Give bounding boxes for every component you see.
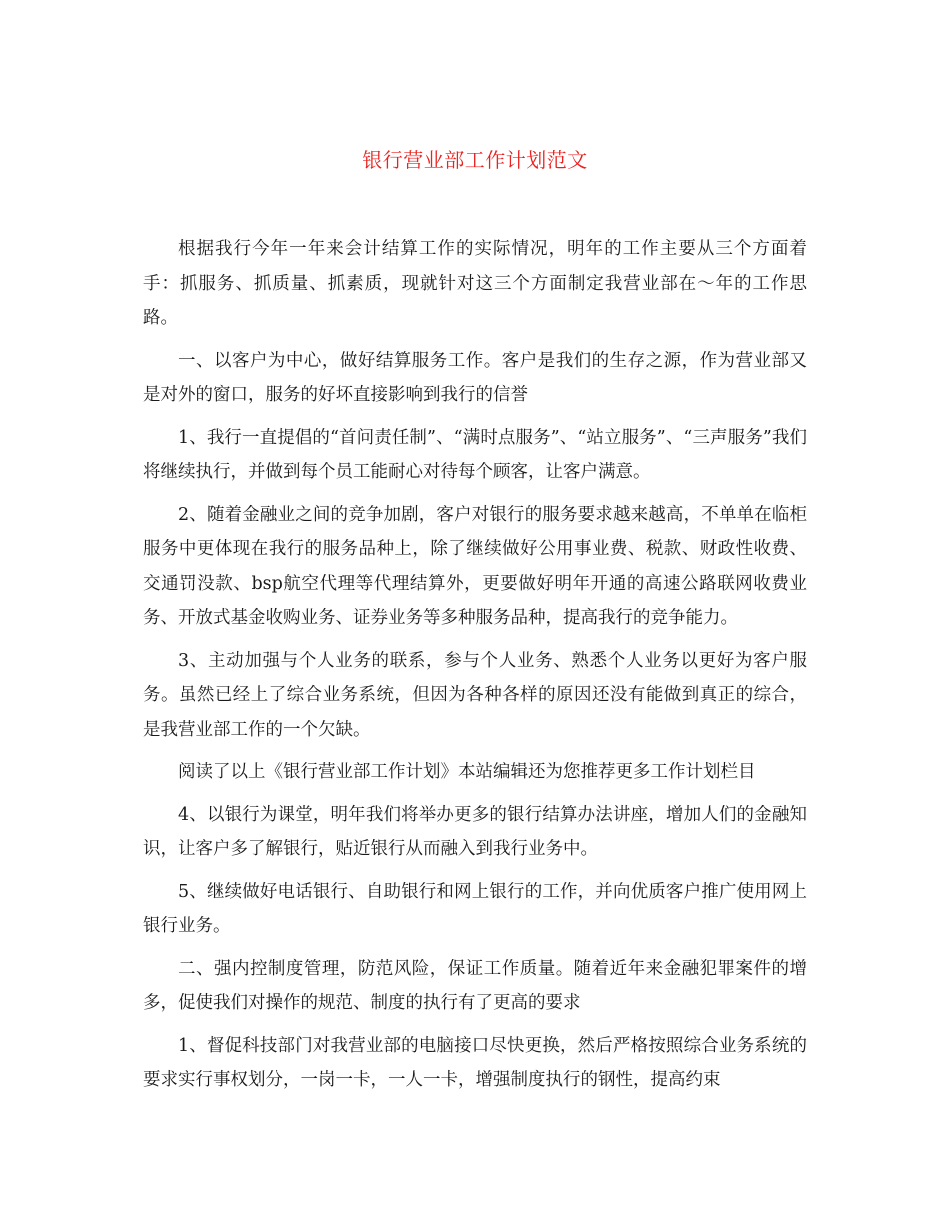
document-body <box>143 232 807 1106</box>
paragraph-item-1-5: 5、继续做好电话银行、自助银行和网上银行的工作，并向优质客户推广使用网上银行业务。 <box>143 881 807 936</box>
paragraph-section-2: 二、强内控制度管理，防范风险，保证工作质量。随着近年来金融犯罪案件的增多，促使我们对操作的规范、制度的执行有了更高的要求 <box>143 958 807 1013</box>
paragraph-recommendation: 阅读了以上《银行营业部工作计划》本站编辑还为您推荐更多工作计划栏目 <box>178 762 756 782</box>
paragraph-item-1-1: 1、我行一直提倡的“首问责任制”、“满时点服务”、“站立服务”、“三声服务”我们将继续执行，并做到每个员工能耐心对待每个顾客，让客户满意。 <box>143 427 807 482</box>
document-title: 银行营业部工作计划范文 <box>362 148 588 172</box>
paragraph-section-1: 一、以客户为中心，做好结算服务工作。客户是我们的生存之源，作为营业部又是对外的窗口，服务的好坏直接影响到我行的信誉 <box>143 350 807 405</box>
paragraph-item-2-1: 1、督促科技部门对我营业部的电脑接口尽快更换，然后严格按照综合业务系统的要求实行事权划分，一岗一卡，一人一卡，增强制度执行的钢性，提高约束 <box>143 1035 807 1090</box>
paragraph-item-1-3: 3、主动加强与个人业务的联系，参与个人业务、熟悉个人业务以更好为客户服务。虽然已经上了综合业务系统，但因为各种各样的原因还没有能做到真正的综合，是我营业部工作的一个欠缺。 <box>143 650 807 740</box>
paragraph-item-1-4: 4、以银行为课堂，明年我们将举办更多的银行结算办法讲座，增加人们的金融知识，让客户多了解银行，贴近银行从而融入到我行业务中。 <box>143 804 807 859</box>
paragraph-item-1-2: 2、随着金融业之间的竞争加剧，客户对银行的服务要求越来越高，不单单在临柜服务中更体现在我行的服务品种上，除了继续做好公用事业费、税款、财政性收费、交通罚没款、bsp航空代理等代理结算外，更要做好明年开通的高速公路联网收费业务、开放式基金收购业务、证券业务等多种服务品种，提高我行的竞争能力。 <box>143 504 807 628</box>
paragraph-intro: 根据我行今年一年来会计结算工作的实际情况，明年的工作主要从三个方面着手：抓服务、抓质量、抓素质，现就针对这三个方面制定我营业部在～年的工作思路。 <box>143 239 807 328</box>
